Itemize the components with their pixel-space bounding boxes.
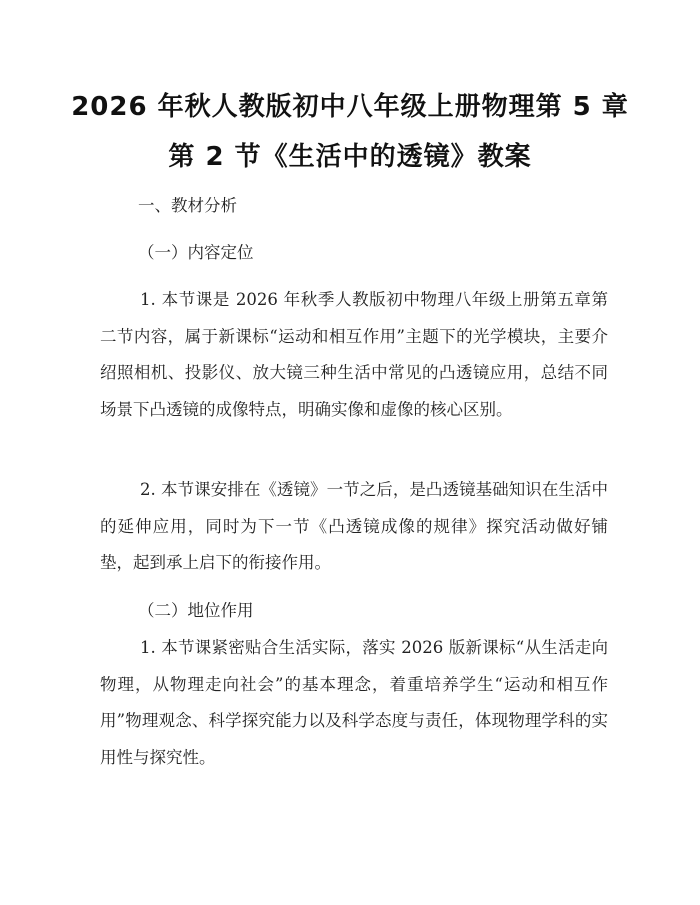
paragraph-role-1: 1. 本节课紧密贴合生活实际，落实 2026 版新课标“从生活走向物理，从物理走向社会”的基本理念，着重培养学生“运动和相互作用”物理观念、科学探究能力以及科学态度与责任，体现物理学科的实用性与探究性。 — [100, 638, 608, 767]
document-title-line2: 第 2 节《生活中的透镜》教案 — [168, 142, 532, 172]
subsection-heading-content: （一）内容定位 — [138, 243, 254, 262]
section-heading-analysis: 一、教材分析 — [138, 196, 237, 215]
document-title-line1: 2026 年秋人教版初中八年级上册物理第 5 章 — [71, 92, 629, 122]
paragraph-content-2: 2. 本节课安排在《透镜》一节之后，是凸透镜基础知识在生活中的延伸应用，同时为下一节《凸透镜成像的规律》探究活动做好铺垫，起到承上启下的衔接作用。 — [100, 480, 608, 572]
paragraph-content-1: 1. 本节课是 2026 年秋季人教版初中物理八年级上册第五章第二节内容，属于新课标“运动和相互作用”主题下的光学模块，主要介绍照相机、投影仪、放大镜三种生活中常见的凸透镜应用，总结不同场景下凸透镜的成像特点，明确实像和虚像的核心区别。 — [100, 290, 608, 419]
subsection-heading-role: （二）地位作用 — [138, 601, 254, 620]
